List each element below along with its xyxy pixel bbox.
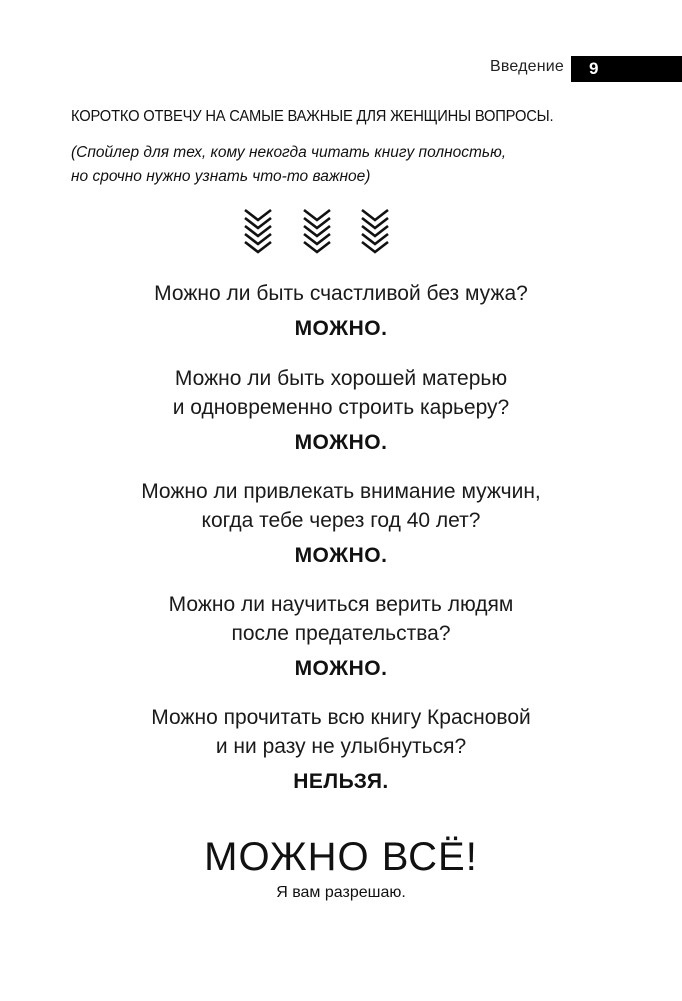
qa-block-2: [0, 364, 682, 457]
chevron-group-1-icon: [245, 210, 271, 252]
intro-italic-note: [71, 141, 591, 189]
answer: МОЖНО.: [294, 544, 388, 567]
section-title: Введение: [489, 58, 564, 75]
question-line: Можно прочитать всю книгу Красновой: [151, 706, 531, 729]
question-line: и одновременно строить карьеру?: [172, 396, 510, 419]
answer: МОЖНО.: [294, 317, 388, 340]
closing-title: МОЖНО ВСЁ!: [204, 835, 478, 879]
question-line: Можно ли быть счастливой без мужа?: [154, 282, 528, 305]
qa-block-4: [0, 590, 682, 683]
chevron-group-3-icon: [362, 210, 388, 252]
qa-block-5: [0, 703, 682, 796]
page-number-box: [571, 56, 682, 82]
chevron-group-2-icon: [304, 210, 330, 252]
intro-italic-line-2: но срочно нужно узнать что-то важное): [71, 168, 371, 185]
question-line: Можно ли быть хорошей матерью: [174, 367, 508, 390]
page-header: [0, 56, 682, 82]
intro-caps-line: КОРОТКО ОТВЕЧУ НА САМЫЕ ВАЖНЫЕ ДЛЯ ЖЕНЩИНЫ ВОПРОСЫ.: [71, 108, 554, 125]
answer: НЕЛЬЗЯ.: [293, 770, 389, 793]
question-line: Можно ли привлекать внимание мужчин,: [141, 480, 541, 503]
page-number: 9: [589, 59, 599, 78]
question-line: и ни разу не улыбнуться?: [215, 735, 467, 758]
qa-block-1: [0, 279, 682, 343]
closing-subtitle: Я вам разрешаю.: [276, 884, 406, 901]
question-line: после предательства?: [231, 622, 451, 645]
intro-italic-line-1: (Спойлер для тех, кому некогда читать книгу полностью,: [71, 144, 507, 161]
qa-block-3: [0, 477, 682, 570]
question-line: когда тебе через год 40 лет?: [201, 509, 481, 532]
triple-chevron-down-icon: [243, 206, 393, 254]
answer: МОЖНО.: [294, 431, 388, 454]
answer: МОЖНО.: [294, 657, 388, 680]
question-line: Можно ли научиться верить людям: [168, 593, 514, 616]
